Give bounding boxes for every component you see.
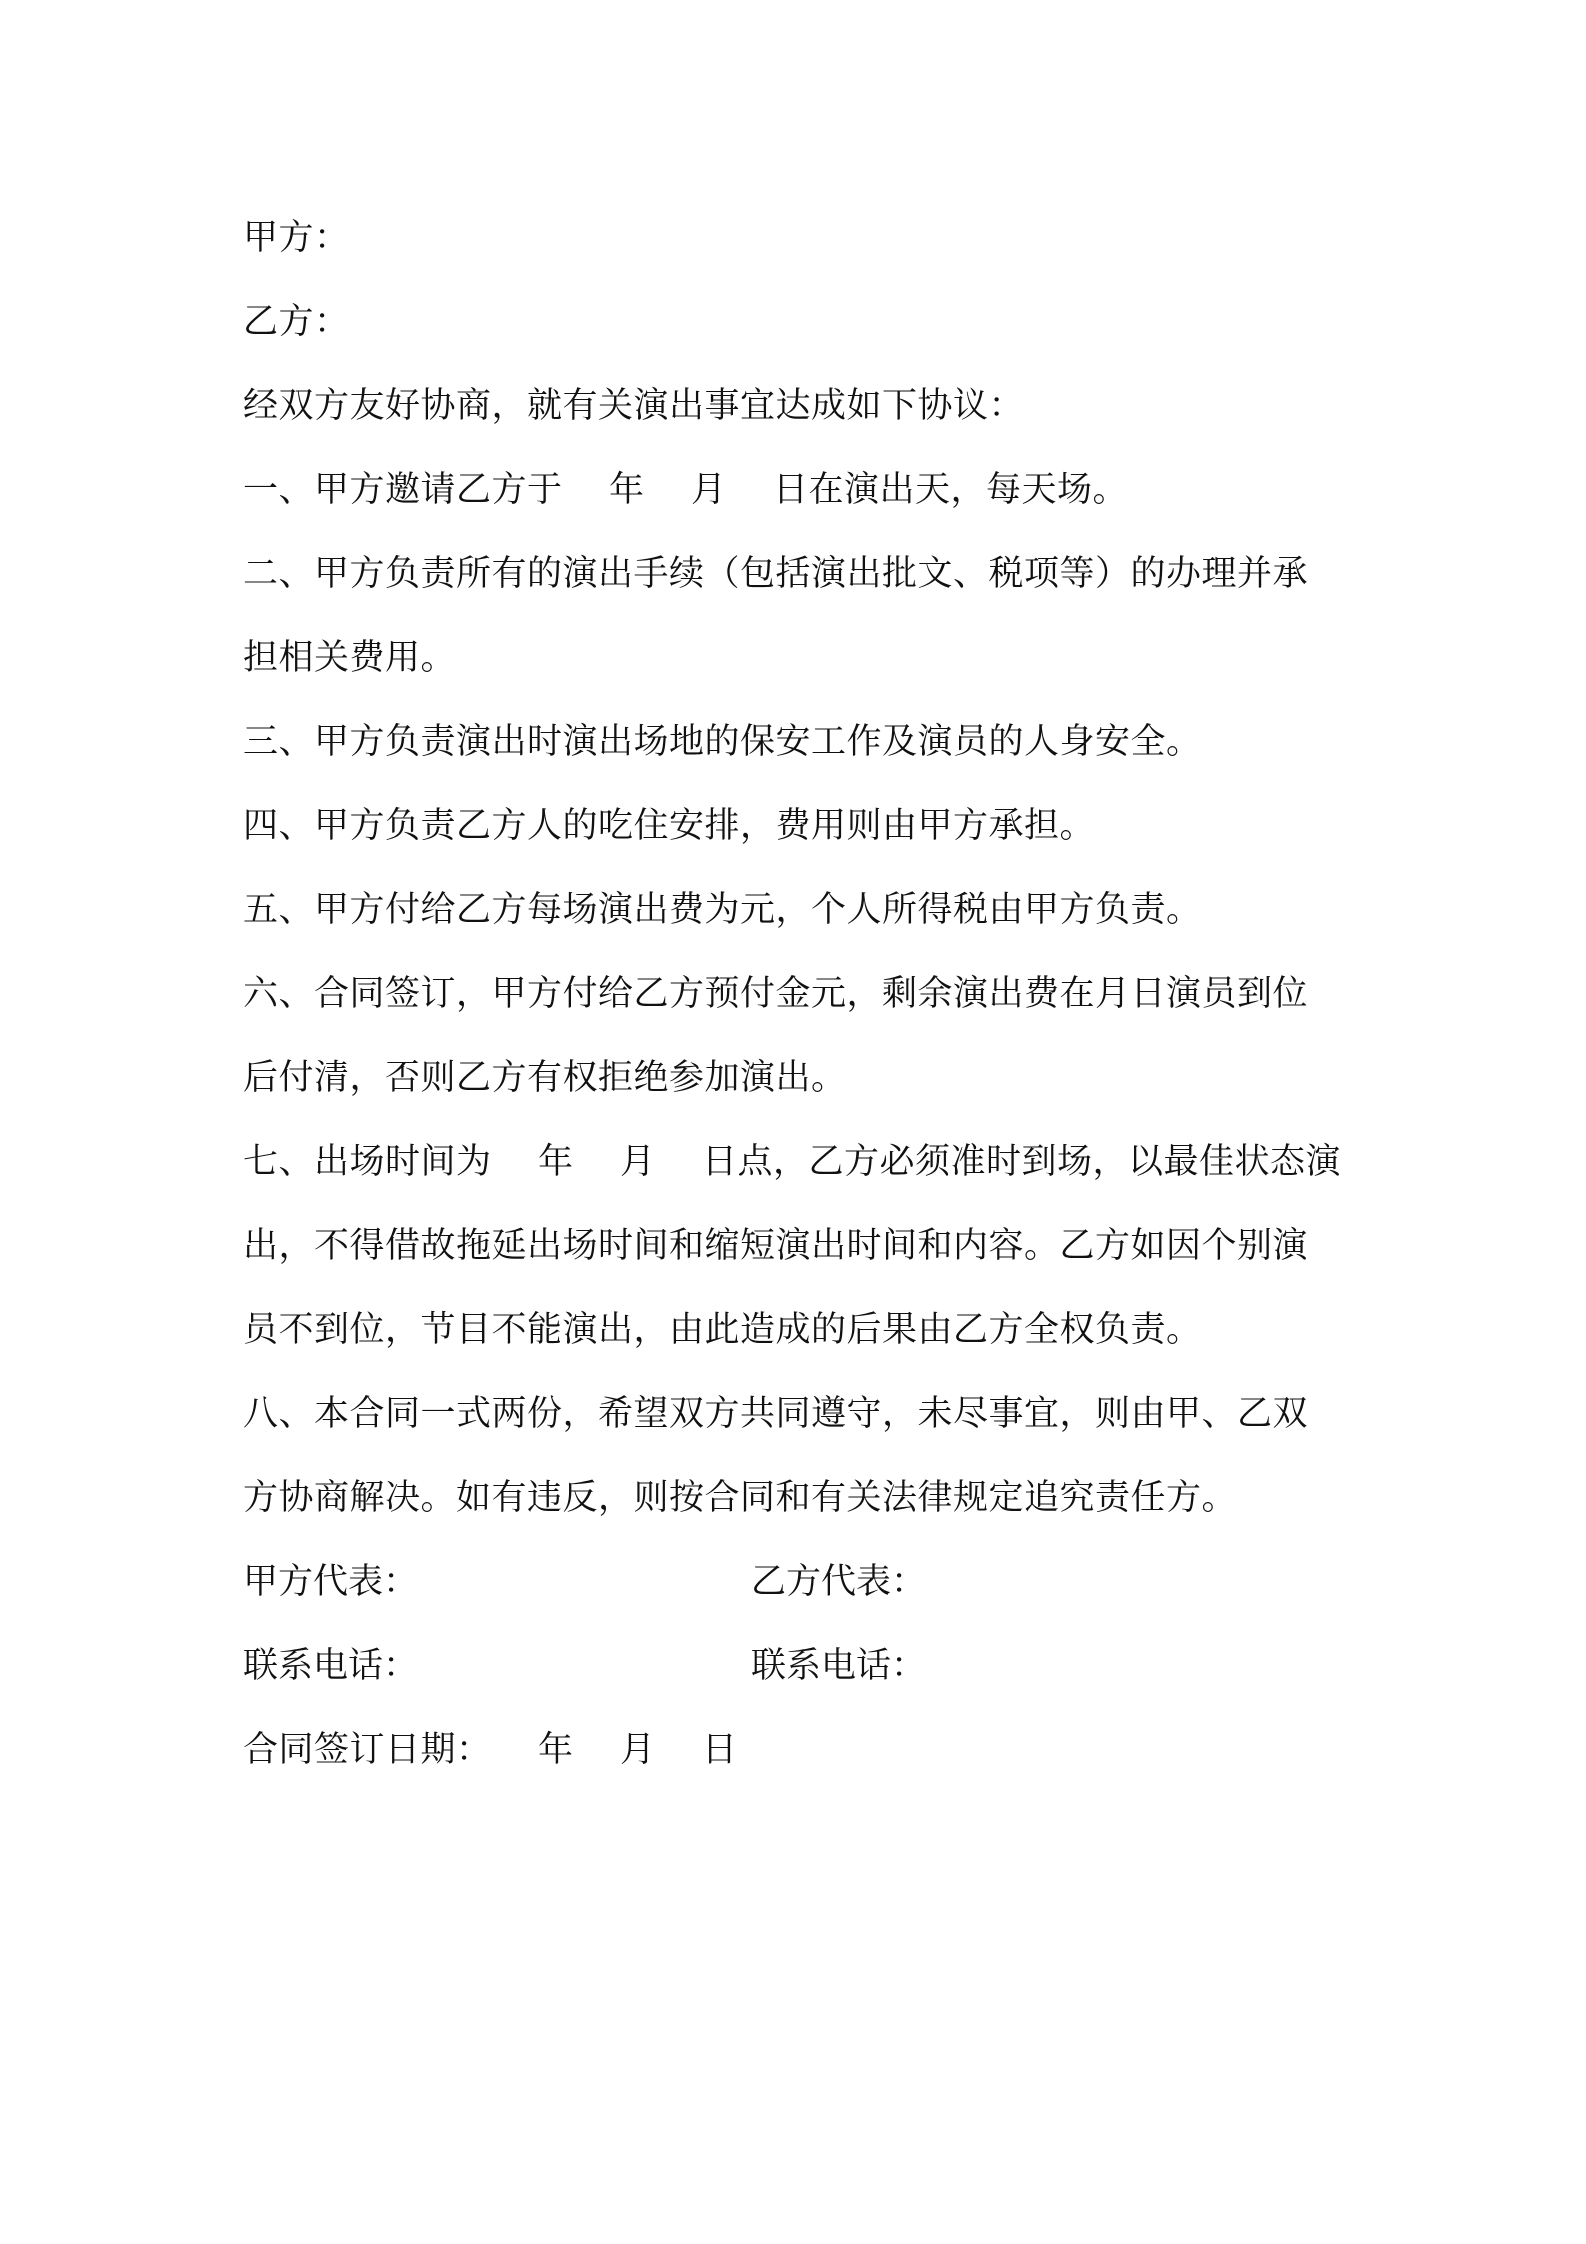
intro-text: 经双方友好协商，就有关演出事宜达成如下协议： (243, 386, 1025, 426)
party-a-label: 甲方： (243, 218, 350, 258)
clause-line: 六、合同签订，甲方付给乙方预付金元，剩余演出费在月日演员到位 (243, 974, 1309, 1014)
clause-line: 二、甲方负责所有的演出手续（包括演出批文、税项等）的办理并承 (243, 554, 1309, 594)
clause-line: 后付清，否则乙方有权拒绝参加演出。 (243, 1058, 847, 1098)
clause-1 (243, 448, 1363, 532)
clause-line: 五、甲方付给乙方每场演出费为元，个人所得税由甲方负责。 (243, 890, 1202, 930)
clause-line: 一、甲方邀请乙方于 年 月 日在演出天，每天场。 (243, 470, 1129, 510)
signing-date: 合同签订日期： 年 月 日 (243, 1730, 738, 1770)
phone-row (243, 1624, 1363, 1708)
clause-line: 七、出场时间为 年 月 日点，乙方必须准时到场，以最佳状态演 (243, 1142, 1342, 1182)
party-b-label: 乙方： (243, 302, 350, 342)
clause-6 (243, 952, 1363, 1120)
clause-line: 三、甲方负责演出时演出场地的保安工作及演员的人身安全。 (243, 722, 1202, 762)
party-a-representative: 甲方代表： (243, 1562, 419, 1602)
clause-line: 八、本合同一式两份，希望双方共同遵守，未尽事宜，则由甲、乙双 (243, 1394, 1309, 1434)
clause-line: 担相关费用。 (243, 638, 457, 678)
clause-8 (243, 1372, 1363, 1540)
party-b-phone: 联系电话： (751, 1646, 927, 1686)
clause-3 (243, 700, 1363, 784)
clause-line: 四、甲方负责乙方人的吃住安排，费用则由甲方承担。 (243, 806, 1096, 846)
clause-line: 员不到位，节目不能演出，由此造成的后果由乙方全权负责。 (243, 1310, 1202, 1350)
party-b-representative: 乙方代表： (751, 1562, 927, 1602)
clause-5 (243, 868, 1363, 952)
representatives-row (243, 1540, 1363, 1624)
clause-2 (243, 532, 1363, 700)
clause-line: 方协商解决。如有违反，则按合同和有关法律规定追究责任方。 (243, 1478, 1238, 1518)
clause-line: 出，不得借故拖延出场时间和缩短演出时间和内容。乙方如因个别演 (243, 1226, 1309, 1266)
clause-7 (243, 1120, 1363, 1372)
clause-4 (243, 784, 1363, 868)
contract-document (243, 196, 1363, 1792)
party-a-phone: 联系电话： (243, 1646, 419, 1686)
